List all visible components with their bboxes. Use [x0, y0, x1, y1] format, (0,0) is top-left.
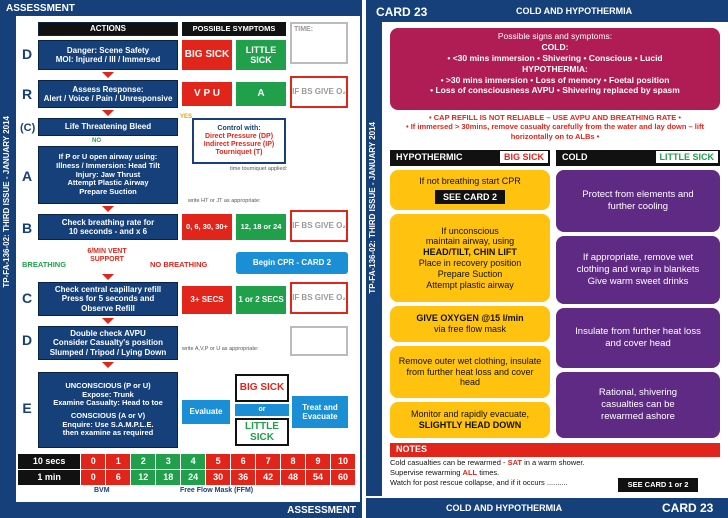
note2-a: Supervise rewarming	[390, 467, 463, 477]
unc-line4: Place in recovery position	[418, 258, 522, 268]
cap-line3: Observe Refill	[81, 303, 135, 313]
cpr-box	[390, 170, 550, 210]
unconscious-box	[390, 214, 550, 302]
cold-label: COLD	[562, 152, 588, 162]
expose-line6: then examine as required	[62, 428, 154, 438]
expose-line3: Examine Casualty: Head to toe	[53, 398, 163, 408]
breathing-line1: Check breathing rate for	[61, 217, 155, 227]
response-box	[38, 80, 178, 108]
vpu-symptom: V P U	[182, 82, 232, 106]
unc-line1: If unconscious	[441, 225, 499, 236]
ten-val-0: 0	[81, 454, 106, 469]
card-number: CARD 23	[376, 5, 428, 19]
min-val-1: 6	[106, 470, 131, 485]
arrow-down-icon	[102, 110, 114, 116]
hypo-heading: HYPOTHERMIA:	[522, 63, 588, 74]
wet-clothing-box: Remove outer wet clothing, insulate from further heat loss and cover head	[390, 346, 550, 398]
little-sick-tag: LITTLE SICK	[656, 151, 719, 163]
no-breathing-label: NO BREATHING	[150, 260, 208, 269]
symptoms-header: POSSIBLE SYMPTOMS	[182, 22, 286, 36]
cold-line: • <30 mins immersion • Shivering • Conscious • Lucid	[447, 52, 663, 63]
yes-label: YES	[180, 114, 193, 120]
expose-box	[38, 372, 178, 448]
control-box	[192, 118, 286, 164]
ten-val-4: 4	[181, 454, 206, 469]
little-sick-label: LITTLE SICK	[236, 40, 286, 70]
arrow-down-icon	[102, 72, 114, 78]
no-label: NO	[92, 138, 101, 144]
control-line2: Direct Pressure (DP)	[204, 132, 274, 140]
hypothermic-label: HYPOTHERMIC	[396, 152, 463, 162]
airway-line2: Illness / Immersion: Head Tilt	[56, 161, 160, 171]
right-footer	[366, 498, 728, 518]
ffm-label: Free Flow Mask (FFM)	[180, 487, 254, 494]
bleed-box: Life Threatening Bleed	[38, 118, 178, 136]
secs-big: 3+ SECS	[182, 286, 232, 314]
oxygen-box	[390, 306, 550, 342]
airway-line4: Attempt Plastic Airway	[67, 178, 149, 188]
avpu-line2: Consider Casualty's position	[53, 338, 163, 348]
begin-cpr-button[interactable]: Begin CPR - CARD 2	[236, 252, 348, 274]
cold-heading: COLD:	[541, 41, 569, 52]
unc-line6: Attempt plastic airway	[426, 279, 514, 290]
breathing-line2: 10 seconds - and x 6	[68, 227, 148, 236]
evaluate-arrow: Evaluate	[182, 400, 230, 424]
row-letter-d2: D	[21, 332, 33, 348]
big-sick-label: BIG SICK	[182, 40, 232, 70]
right-header	[366, 0, 728, 22]
control-line4: Tourniquet (T)	[215, 149, 263, 157]
cold-hypothermia-card	[366, 0, 728, 518]
airway-box	[38, 146, 178, 204]
min-val-6: 36	[231, 470, 256, 485]
note-1	[390, 458, 720, 468]
min-val-7: 42	[256, 470, 281, 485]
assessment-card	[0, 0, 362, 518]
min-val-3: 18	[156, 470, 181, 485]
if-bs-o2-box: IF BS GIVE O₂	[290, 282, 348, 314]
ten-val-2: 2	[131, 454, 156, 469]
rate-big: 0, 6, 30, 30+	[182, 214, 232, 240]
min-val-0: 0	[81, 470, 106, 485]
row-letter-e: E	[22, 400, 32, 416]
vent-support-label: 6/MIN VENT SUPPORT	[87, 248, 127, 263]
unc-line3: HEAD/TILT, CHIN LIFT	[423, 247, 517, 258]
big-sick-tag: BIG SICK	[500, 151, 548, 163]
danger-line1: Danger: Scene Safety	[66, 45, 150, 55]
avpu-line1: Double check AVPU	[70, 329, 146, 339]
min-val-9: 54	[306, 470, 331, 485]
expose-line4: CONSCIOUS (A or V)	[70, 411, 146, 420]
cap-line1: Check central capillary refill	[54, 285, 162, 295]
right-side-band	[366, 22, 382, 496]
airway-line5: Prepare Suction	[79, 186, 137, 196]
unc-line5: Prepare Suction	[437, 268, 503, 279]
evac-line1: Monitor and rapidly evacuate,	[410, 409, 530, 420]
assessment-footer: ASSESSMENT	[0, 502, 362, 518]
see-card2-button[interactable]: SEE CARD 2	[435, 190, 505, 205]
warning-1: • CAP REFILL IS NOT RELIABLE – USE AVPU AND BREATHING RATE •	[429, 113, 681, 122]
row-letter-r: R	[21, 86, 33, 102]
ten-val-6: 6	[231, 454, 256, 469]
evacuate-box	[390, 402, 550, 438]
cap-line2: Press for 5 seconds and	[61, 294, 155, 304]
right-side-text: TP-FA-136-02: THIRD ISSUE - JANUARY 2014	[368, 122, 377, 294]
note1-b: SAT	[507, 458, 523, 467]
warning-2: • If immersed > 30mins, remove casualty carefully from the water and lay down – lift horizontally on to ALBs •	[406, 122, 704, 141]
response-line1: Assess Response:	[72, 84, 144, 94]
one-min-row	[18, 470, 356, 485]
airway-line1: If P or U open airway using:	[58, 152, 158, 162]
airway-line3: Injury: Jaw Thrust	[75, 169, 141, 179]
row-letter-c-bleed: (C)	[20, 122, 36, 134]
control-line1: Control with:	[217, 124, 261, 132]
or-label: or	[235, 404, 289, 416]
warnings	[390, 113, 720, 141]
left-side-band	[0, 16, 16, 502]
arrow-down-icon	[102, 362, 114, 368]
ten-val-1: 1	[106, 454, 131, 469]
ten-secs-row	[18, 454, 356, 469]
note1-c: in a warm shower.	[522, 458, 585, 467]
row-letter-d: D	[21, 46, 33, 62]
min-val-4: 24	[181, 470, 206, 485]
note-3: Watch for post rescue collapse, and if it occurs ..........	[390, 477, 568, 487]
left-side-text: TP-FA-136-02: THIRD ISSUE - JANUARY 2014	[2, 116, 11, 288]
tourniquet-note: time tourniquet applied:	[230, 166, 288, 172]
see-card-1-2-button[interactable]: SEE CARD 1 or 2	[618, 478, 698, 492]
time-box: TIME:	[290, 22, 348, 64]
hypothermic-header	[390, 150, 550, 166]
note1-a: Cold casualties can be rewarmed -	[390, 458, 508, 467]
response-line2: Alert / Voice / Pain / Unresponsive	[43, 94, 173, 103]
danger-box	[38, 40, 178, 70]
breathing-box	[38, 214, 178, 240]
row-letter-c: C	[21, 290, 33, 306]
avpu-line3: Slumped / Tripod / Lying Down	[49, 347, 167, 357]
ten-val-5: 5	[206, 454, 231, 469]
hypo-line1: • >30 mins immersion • Loss of memory • Foetal position	[440, 74, 670, 85]
min-val-8: 48	[281, 470, 306, 485]
footer-card-number: CARD 23	[662, 501, 714, 515]
hypo-line2: • Loss of consciousness AVPU • Shivering replaced by spasm	[430, 85, 680, 96]
ten-val-10: 10	[331, 454, 356, 469]
cold-header	[556, 150, 720, 166]
card-title: COLD AND HYPOTHERMIA	[516, 6, 633, 16]
min-val-5: 30	[206, 470, 231, 485]
signs-heading: Possible signs and symptoms:	[497, 31, 613, 41]
avpu-box	[38, 326, 178, 360]
arrow-down-icon	[102, 318, 114, 324]
if-bs-o2-box: IF BS GIVE O₂	[290, 210, 348, 242]
rate-little: 12, 18 or 24	[236, 214, 286, 240]
secs-little: 1 or 2 SECS	[236, 286, 286, 314]
big-sick-outcome: BIG SICK	[235, 374, 289, 402]
row-letter-a: A	[21, 168, 33, 184]
note2-b: ALL	[462, 467, 478, 477]
ten-secs-label: 10 secs	[18, 454, 81, 469]
write-ht-note: write HT or JT as appropriate:	[188, 198, 261, 204]
cap-refill-box	[38, 282, 178, 316]
arrow-down-icon	[102, 274, 114, 280]
min-val-2: 12	[131, 470, 156, 485]
ten-val-8: 8	[281, 454, 306, 469]
expose-line2: Expose: Trunk	[82, 389, 134, 399]
ten-val-3: 3	[156, 454, 181, 469]
note2-c: times.	[477, 467, 500, 477]
expose-line1: UNCONSCIOUS (P or U)	[65, 381, 151, 391]
expose-line5: Enquire: Use S.A.M.P.L.E.	[62, 419, 154, 429]
evac-line2: SLIGHTLY HEAD DOWN	[418, 420, 522, 430]
danger-line2: MOI: Injured / III / Immersed	[55, 55, 161, 64]
rational-box: Rational, shivering casualties can be rewarmed ashore	[556, 372, 720, 438]
breathing-label: BREATHING	[22, 260, 67, 269]
min-val-10: 60	[331, 470, 356, 485]
oxygen-line1: GIVE OXYGEN @15 l/min	[416, 313, 524, 324]
oxygen-line2: via free flow mask	[433, 324, 507, 334]
bvm-label: BVM	[94, 487, 110, 494]
write-avpu-note: write A,V,P or U as appropriate:	[182, 346, 259, 352]
protect-box: Protect from elements and further cooling	[556, 170, 720, 232]
rewarm-box: If appropriate, remove wet clothing and wrap in blankets Give warm sweet drinks	[556, 236, 720, 304]
cpr-text: If not breathing start CPR	[419, 175, 521, 186]
actions-header: ACTIONS	[38, 22, 178, 36]
note-2	[390, 468, 720, 478]
alert-symptom: A	[236, 82, 286, 106]
little-sick-outcome: LITTLE SICK	[235, 418, 289, 446]
if-bs-o2-box: IF BS GIVE O₂	[290, 76, 348, 108]
assessment-header: ASSESSMENT	[0, 0, 362, 16]
signs-box	[390, 28, 720, 110]
control-line3: Indirect Pressure (IP)	[203, 141, 275, 148]
arrow-down-icon	[102, 206, 114, 212]
ten-val-7: 7	[256, 454, 281, 469]
treat-evacuate-arrow: Treat and Evacuate	[292, 396, 348, 428]
notes-header: NOTES	[390, 443, 720, 457]
one-min-label: 1 min	[18, 470, 81, 485]
footer-title: COLD AND HYPOTHERMIA	[446, 503, 563, 513]
row-letter-b: B	[21, 220, 33, 236]
ten-val-9: 9	[306, 454, 331, 469]
avpu-write-box	[290, 326, 348, 356]
unc-line2: maintain airway, using	[425, 236, 515, 247]
insulate-box: Insulate from further heat loss and cover head	[556, 308, 720, 368]
